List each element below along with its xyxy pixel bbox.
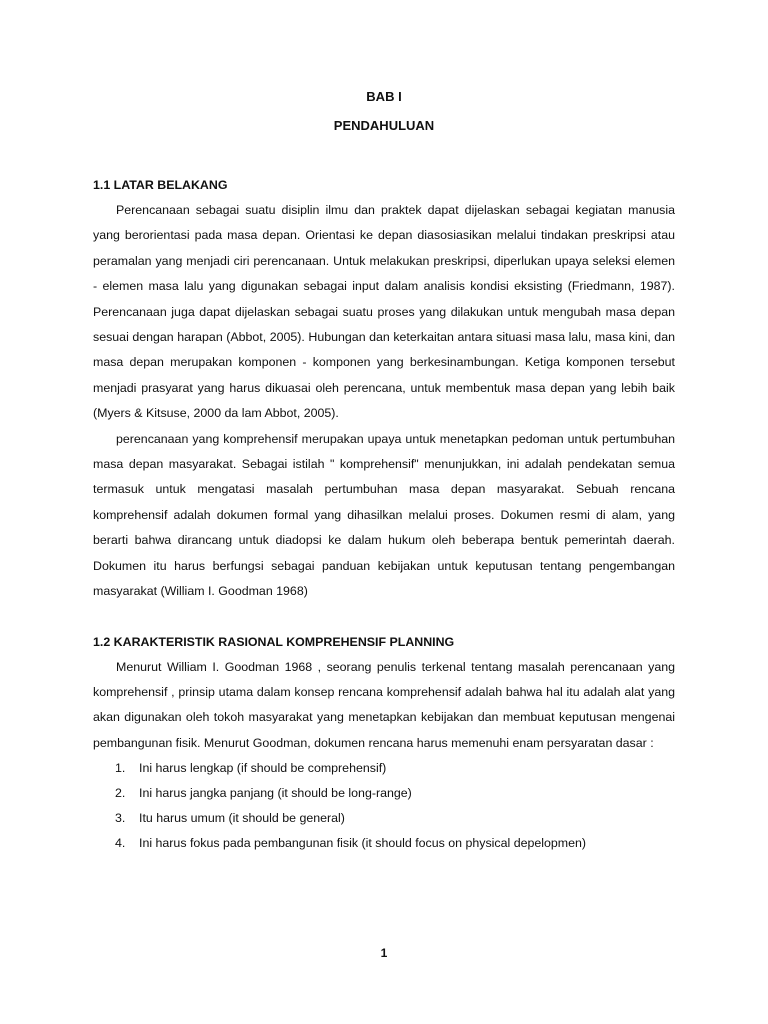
list-item-number: 4. <box>115 836 126 851</box>
chapter-label: BAB I <box>366 89 402 104</box>
requirements-list <box>93 756 675 856</box>
list-item <box>93 831 675 856</box>
list-item <box>93 781 675 806</box>
page-content <box>93 85 675 856</box>
paragraph: Perencanaan sebagai suatu disiplin ilmu dan praktek dapat dijelaskan sebagai kegiatan manusia yang berorientasi pada masa depan. Orientasi ke depan diasosiasikan melalui tindakan preskripsi atau peramalan yang menjadi ciri perencanaan. Untuk melakukan preskripsi, diperlukan upaya seleksi elemen - elemen masa lalu yang digunakan sebagai input dalam analisis kondisi eksisting (Friedmann, 1987). Perencanaan juga dapat dijelaskan sebagai suatu proses yang dilakukan untuk mengubah masa depan sesuai dengan harapan (Abbot, 2005). Hubungan dan keterkaitan antara situasi masa lalu, masa kini, dan masa depan merupakan komponen - komponen yang berkesinambungan. Ketiga komponen tersebut menjadi prasyarat yang harus dikuasai oleh perencana, untuk membentuk masa depan yang lebih baik (Myers & Kitsuse, 2000 da lam Abbot, 2005). <box>93 203 675 421</box>
list-item-text: Ini harus lengkap (if should be comprehensif) <box>139 761 387 776</box>
list-item <box>93 756 675 781</box>
paragraph: Menurut William I. Goodman 1968 , seorang penulis terkenal tentang masalah perencanaan yang komprehensif , prinsip utama dalam konsep rencana komprehensif adalah bahwa hal itu adalah alat yang akan digunakan oleh tokoh masyarakat yang menetapkan kebijakan dan membuat keputusan mengenai pembangunan fisik. Menurut Goodman, dokumen rencana harus memenuhi enam persyaratan dasar : <box>93 659 675 750</box>
list-item-number: 2. <box>115 786 126 801</box>
list-item-number: 3. <box>115 811 126 826</box>
chapter-title: PENDAHULUAN <box>333 118 435 133</box>
list-item <box>93 806 675 831</box>
list-item-text: Ini harus jangka panjang (it should be long-range) <box>139 786 412 801</box>
section-heading: 1.1 LATAR BELAKANG <box>93 178 228 192</box>
section-karakteristik <box>93 630 675 857</box>
section-heading: 1.2 KARAKTERISTIK RASIONAL KOMPREHENSIF PLANNING <box>93 634 455 649</box>
page-number: 1 <box>380 946 388 960</box>
section-latar-belakang <box>93 173 675 605</box>
list-item-number: 1. <box>115 761 126 776</box>
list-item-text: Ini harus fokus pada pembangunan fisik (it should focus on physical depelopmen) <box>139 836 587 851</box>
paragraph: perencanaan yang komprehensif merupakan upaya untuk menetapkan pedoman untuk pertumbuhan masa depan masyarakat. Sebagai istilah " komprehensif" menunjukkan, ini adalah pendekatan semua termasuk untuk mengatasi masalah pertumbuhan masa depan masyarakat. Sebuah rencana komprehensif adalah dokumen formal yang dihasilkan melalui proses. Dokumen resmi di alam, yang berarti bahwa dirancang untuk diadopsi ke dalam hukum oleh beberapa bentuk pemerintah daerah. Dokumen itu harus berfungsi sebagai panduan kebijakan untuk keputusan tentang pengembangan masyarakat (William I. Goodman 1968) <box>93 431 675 599</box>
list-item-text: Itu harus umum (it should be general) <box>139 811 345 826</box>
